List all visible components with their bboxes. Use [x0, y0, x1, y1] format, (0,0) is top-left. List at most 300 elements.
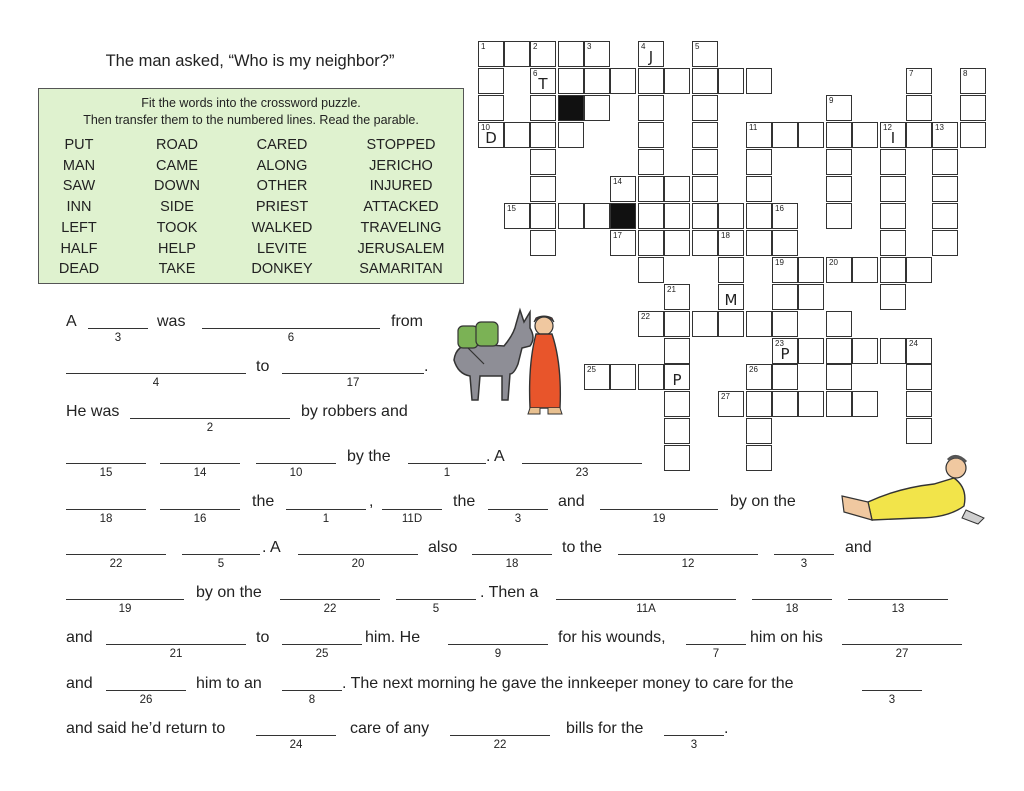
crossword-cell[interactable] [746, 176, 772, 202]
clue-number: 12 [883, 123, 892, 132]
blank-clue-number: 17 [346, 377, 360, 389]
clue-number: 16 [775, 204, 784, 213]
blank-clue-number: 4 [152, 377, 160, 389]
instruction-line: Fit the words into the crossword puzzle. [141, 96, 361, 110]
clue-number: 9 [829, 96, 834, 105]
clue-number: 19 [775, 258, 784, 267]
blank-clue-number: 21 [169, 648, 183, 660]
crossword-cell[interactable] [692, 311, 718, 337]
answer-blank[interactable] [202, 328, 380, 329]
crossword-cell[interactable] [664, 418, 690, 444]
crossword-cell[interactable] [638, 68, 664, 94]
crossword-cell[interactable] [692, 203, 718, 229]
instructions [39, 95, 463, 129]
crossword-cell[interactable] [478, 68, 504, 94]
crossword-cell[interactable] [558, 68, 584, 94]
story-text: by on the [196, 584, 262, 601]
blank-clue-number: 1 [322, 513, 330, 525]
blank-clue-number: 24 [289, 739, 303, 751]
answer-blank[interactable] [106, 644, 246, 645]
word-bank-word: CARED [256, 137, 308, 153]
answer-blank[interactable] [752, 599, 832, 600]
blank-clue-number: 22 [109, 558, 123, 570]
story-text: and said he’d return to [66, 720, 226, 737]
crossword-cell[interactable] [718, 257, 744, 283]
crossword-cell[interactable] [664, 203, 690, 229]
answer-blank[interactable] [280, 599, 380, 600]
crossword-cell[interactable] [880, 284, 906, 310]
crossword-cell[interactable] [504, 203, 530, 229]
crossword-cell[interactable] [638, 230, 664, 256]
blank-clue-number: 9 [494, 648, 502, 660]
word-bank-word: DOWN [154, 178, 200, 195]
clue-number: 21 [667, 285, 676, 294]
story-text: for his wounds, [558, 629, 666, 646]
blank-clue-number: 6 [287, 332, 295, 344]
crossword-cell[interactable] [692, 68, 718, 94]
answer-blank[interactable] [664, 735, 724, 736]
crossword-cell[interactable] [718, 230, 744, 256]
crossword-cell[interactable] [852, 122, 878, 148]
crossword-cell[interactable] [772, 122, 798, 148]
word-column [347, 135, 455, 280]
crossword-cell[interactable] [638, 41, 664, 67]
blank-clue-number: 8 [308, 694, 316, 706]
story-text: and [558, 493, 585, 510]
clue-number: 23 [775, 339, 784, 348]
crossword-cell[interactable] [772, 203, 798, 229]
word-column [239, 135, 325, 280]
story-text: him on his [750, 629, 823, 646]
crossword-cell[interactable] [718, 68, 744, 94]
crossword-cell[interactable] [638, 203, 664, 229]
story-text: and [66, 629, 93, 646]
word-bank-word: HALF [60, 240, 98, 257]
word-bank-word: CAME [156, 157, 198, 174]
crossword-cell[interactable] [478, 122, 504, 148]
word-bank-word: OTHER [256, 178, 308, 195]
crossword-cell[interactable] [610, 68, 636, 94]
blank-clue-number: 2 [206, 422, 214, 434]
clue-number: 8 [963, 69, 968, 78]
answer-blank[interactable] [286, 509, 366, 510]
crossword-cell[interactable] [798, 391, 824, 417]
crossword-cell[interactable] [880, 230, 906, 256]
clue-number: 14 [613, 177, 622, 186]
blank-clue-number: 27 [895, 648, 909, 660]
crossword-cell[interactable] [906, 364, 932, 390]
blank-clue-number: 10 [289, 467, 303, 479]
blank-clue-number: 16 [193, 513, 207, 525]
word-bank-word: INJURED [369, 178, 433, 195]
clue-number: 13 [935, 123, 944, 132]
story-text: to the [562, 539, 603, 556]
crossword-cell[interactable] [610, 364, 636, 390]
crossword-cell[interactable] [746, 391, 772, 417]
clue-number: 15 [507, 204, 516, 213]
word-bank-word: PRIEST [255, 199, 309, 216]
crossword-cell[interactable] [960, 122, 986, 148]
crossword-cell[interactable] [692, 230, 718, 256]
crossword-cell[interactable] [692, 149, 718, 175]
answer-blank[interactable] [774, 554, 834, 555]
crossword-cell[interactable] [880, 149, 906, 175]
crossword-cell[interactable] [960, 95, 986, 121]
crossword-cell[interactable] [638, 122, 664, 148]
crossword-cell[interactable] [718, 311, 744, 337]
answer-blank[interactable] [472, 554, 552, 555]
filled-letter: P [672, 371, 682, 389]
story-text: the [453, 493, 476, 510]
answer-blank[interactable] [488, 509, 548, 510]
clue-number: 11 [749, 123, 758, 132]
crossword-cell[interactable] [692, 122, 718, 148]
answer-blank[interactable] [382, 509, 442, 510]
injured-man-icon [842, 456, 984, 524]
clue-number: 10 [481, 123, 490, 132]
crossword-cell[interactable] [852, 391, 878, 417]
answer-blank[interactable] [256, 463, 336, 464]
story-text: by on the [730, 493, 796, 510]
crossword-cell[interactable] [692, 176, 718, 202]
answer-blank[interactable] [282, 373, 424, 374]
crossword-cell[interactable] [504, 41, 530, 67]
clue-number: 27 [721, 392, 730, 401]
word-bank-word: SAMARITAN [359, 261, 443, 278]
word-bank-word: JERICHO [369, 157, 433, 174]
word-bank-word: TAKE [158, 261, 196, 278]
crossword-cell[interactable] [664, 445, 690, 471]
crossword-cell[interactable] [584, 364, 610, 390]
crossword-cell[interactable] [718, 284, 744, 310]
blank-clue-number: 25 [315, 648, 329, 660]
crossword-cell[interactable] [584, 95, 610, 121]
word-bank-word: DONKEY [251, 261, 313, 278]
crossword-cell[interactable] [772, 338, 798, 364]
blank-clue-number: 22 [323, 603, 337, 615]
crossword-cell[interactable] [746, 68, 772, 94]
blank-clue-number: 15 [99, 467, 113, 479]
page-title: The man asked, “Who is my neighbor?” [105, 52, 395, 70]
crossword-cell[interactable] [638, 364, 664, 390]
word-bank-word: ATTACKED [363, 199, 439, 216]
answer-blank[interactable] [600, 509, 718, 510]
word-bank-word: TOOK [156, 219, 198, 236]
story-text: and [845, 539, 872, 556]
crossword-cell[interactable] [906, 418, 932, 444]
answer-blank[interactable] [66, 509, 146, 510]
crossword-cell[interactable] [746, 203, 772, 229]
crossword-cell[interactable] [530, 230, 556, 256]
crossword-cell[interactable] [558, 203, 584, 229]
crossword-cell[interactable] [880, 122, 906, 148]
crossword-cell[interactable] [932, 230, 958, 256]
crossword-cell[interactable] [746, 445, 772, 471]
crossword-cell[interactable] [664, 68, 690, 94]
crossword-cell[interactable] [826, 176, 852, 202]
crossword-cell[interactable] [718, 391, 744, 417]
crossword-cell[interactable] [664, 338, 690, 364]
blank-clue-number: 11A [636, 603, 656, 615]
crossword-cell[interactable] [638, 149, 664, 175]
crossword-cell[interactable] [746, 418, 772, 444]
crossword-cell[interactable] [826, 257, 852, 283]
clue-number: 17 [613, 231, 622, 240]
blank-clue-number: 18 [99, 513, 113, 525]
word-bank-word: TRAVELING [360, 219, 442, 236]
crossword-cell[interactable] [530, 176, 556, 202]
story-text: the [252, 493, 275, 510]
crossword-cell[interactable] [718, 203, 744, 229]
crossword-cell[interactable] [530, 41, 556, 67]
word-bank-word: JERUSALEM [357, 240, 445, 257]
word-bank-word: WALKED [251, 219, 313, 236]
answer-blank[interactable] [66, 463, 146, 464]
word-bank [38, 88, 464, 284]
crossword-cell[interactable] [584, 203, 610, 229]
answer-blank[interactable] [408, 463, 486, 464]
crossword-cell[interactable] [798, 257, 824, 283]
crossword-cell[interactable] [906, 391, 932, 417]
story-text: to [256, 629, 270, 646]
crossword-cell[interactable] [880, 176, 906, 202]
crossword-cell[interactable] [478, 95, 504, 121]
crossword-cell[interactable] [826, 391, 852, 417]
crossword-cell[interactable] [932, 203, 958, 229]
answer-blank[interactable] [450, 735, 550, 736]
crossword-cell[interactable] [692, 95, 718, 121]
crossword-cell[interactable] [638, 95, 664, 121]
crossword-cell[interactable] [880, 257, 906, 283]
clue-number: 20 [829, 258, 838, 267]
injured-man-illustration [838, 448, 988, 534]
blank-clue-number: 11D [401, 513, 423, 525]
clue-number: 5 [695, 42, 700, 51]
crossword-cell[interactable] [826, 203, 852, 229]
crossword-cell[interactable] [826, 311, 852, 337]
crossword-cell[interactable] [772, 391, 798, 417]
word-bank-word: SIDE [160, 199, 194, 216]
crossword-cell[interactable] [610, 176, 636, 202]
blank-clue-number: 18 [505, 558, 519, 570]
blank-clue-number: 13 [891, 603, 905, 615]
clue-number: 7 [909, 69, 914, 78]
story-text: and [66, 675, 93, 692]
clue-number: 6 [533, 69, 538, 78]
crossword-cell[interactable] [906, 338, 932, 364]
story-text: . [424, 358, 429, 375]
story-text: was [157, 313, 186, 330]
story-text: him to an [196, 675, 262, 692]
story-text: from [391, 313, 423, 330]
blank-clue-number: 5 [432, 603, 440, 615]
crossword-cell[interactable] [798, 284, 824, 310]
crossword-cell[interactable] [746, 149, 772, 175]
filled-letter: P [780, 345, 790, 363]
story-text: . A [486, 448, 505, 465]
crossword-cell[interactable] [826, 95, 852, 121]
word-bank-word: DEAD [58, 261, 100, 278]
clue-number: 22 [641, 312, 650, 321]
filled-letter: T [538, 75, 548, 93]
story-text: care of any [350, 720, 430, 737]
blank-clue-number: 20 [351, 558, 365, 570]
blank-clue-number: 23 [575, 467, 589, 479]
crossword-cell[interactable] [664, 391, 690, 417]
crossword-cell[interactable] [826, 149, 852, 175]
story-text: He was [66, 403, 120, 420]
blank-clue-number: 19 [652, 513, 666, 525]
crossword-cell[interactable] [638, 311, 664, 337]
crossword-cell[interactable] [772, 257, 798, 283]
crossword-cell[interactable] [558, 41, 584, 67]
crossword-cell[interactable] [932, 122, 958, 148]
answer-blank[interactable] [618, 554, 758, 555]
story-text: . Then a [480, 584, 539, 601]
story-text: him. He [365, 629, 421, 646]
answer-blank[interactable] [66, 599, 184, 600]
answer-blank[interactable] [160, 509, 240, 510]
crossword-cell[interactable] [826, 364, 852, 390]
crossword-cell[interactable] [638, 257, 664, 283]
answer-blank[interactable] [88, 328, 148, 329]
filled-letter: I [890, 129, 896, 147]
crossword-black-cell [558, 95, 584, 121]
filled-letter: M [724, 291, 738, 309]
answer-blank[interactable] [522, 463, 642, 464]
donkey-icon [454, 310, 533, 400]
crossword-cell[interactable] [530, 203, 556, 229]
crossword-cell[interactable] [772, 364, 798, 390]
word-bank-word: INN [66, 199, 92, 216]
story-text: . [724, 720, 729, 737]
blank-clue-number: 3 [690, 739, 698, 751]
crossword-cell[interactable] [664, 284, 690, 310]
story-text: by robbers and [301, 403, 408, 420]
crossword-cell[interactable] [746, 364, 772, 390]
clue-number: 24 [909, 339, 918, 348]
blank-clue-number: 12 [681, 558, 695, 570]
blank-clue-number: 26 [139, 694, 153, 706]
word-bank-word: HELP [158, 240, 196, 257]
word-bank-word: STOPPED [366, 137, 436, 153]
answer-blank[interactable] [182, 554, 260, 555]
answer-blank[interactable] [160, 463, 240, 464]
crossword-cell[interactable] [746, 230, 772, 256]
crossword-cell[interactable] [664, 176, 690, 202]
crossword-cell[interactable] [558, 122, 584, 148]
clue-number: 3 [587, 42, 592, 51]
answer-blank[interactable] [848, 599, 948, 600]
answer-blank[interactable] [686, 644, 746, 645]
answer-blank[interactable] [66, 554, 166, 555]
crossword-cell[interactable] [906, 95, 932, 121]
crossword-cell[interactable] [852, 338, 878, 364]
crossword-cell[interactable] [906, 68, 932, 94]
answer-blank[interactable] [256, 735, 336, 736]
story-text: also [428, 539, 458, 556]
blank-clue-number: 5 [217, 558, 225, 570]
story-text: bills for the [566, 720, 644, 737]
crossword-cell[interactable] [880, 338, 906, 364]
clue-number: 1 [481, 42, 486, 51]
word-bank-word: MAN [62, 157, 96, 174]
answer-blank[interactable] [556, 599, 736, 600]
crossword-cell[interactable] [826, 122, 852, 148]
answer-blank[interactable] [298, 554, 418, 555]
word-bank-word: LEVITE [257, 240, 307, 257]
story-text: , [369, 493, 374, 510]
clue-number: 2 [533, 42, 538, 51]
blank-clue-number: 14 [193, 467, 207, 479]
crossword-cell[interactable] [932, 149, 958, 175]
clue-number: 4 [641, 42, 646, 51]
crossword-cell[interactable] [852, 257, 878, 283]
crossword-cell[interactable] [960, 68, 986, 94]
blank-clue-number: 7 [712, 648, 720, 660]
crossword-cell[interactable] [798, 338, 824, 364]
crossword-cell[interactable] [880, 203, 906, 229]
crossword-cell[interactable] [530, 122, 556, 148]
crossword-cell[interactable] [664, 364, 690, 390]
crossword-cell[interactable] [530, 68, 556, 94]
word-column [49, 135, 109, 280]
crossword-cell[interactable] [584, 41, 610, 67]
answer-blank[interactable] [66, 373, 246, 374]
crossword-cell[interactable] [664, 230, 690, 256]
crossword-cell[interactable] [664, 311, 690, 337]
crossword-cell[interactable] [798, 122, 824, 148]
blank-clue-number: 19 [118, 603, 132, 615]
answer-blank[interactable] [106, 690, 186, 691]
crossword-cell[interactable] [746, 122, 772, 148]
crossword-cell[interactable] [772, 284, 798, 310]
crossword-cell[interactable] [610, 230, 636, 256]
crossword-cell[interactable] [746, 311, 772, 337]
crossword-cell[interactable] [826, 338, 852, 364]
crossword-cell[interactable] [638, 176, 664, 202]
crossword-black-cell [610, 203, 636, 229]
blank-clue-number: 1 [443, 467, 451, 479]
crossword-cell[interactable] [504, 122, 530, 148]
donkey-traveler-illustration [444, 304, 574, 420]
crossword-cell[interactable] [772, 230, 798, 256]
crossword-cell[interactable] [692, 41, 718, 67]
crossword-cell[interactable] [530, 95, 556, 121]
clue-number: 25 [587, 365, 596, 374]
crossword-cell[interactable] [932, 176, 958, 202]
word-bank-word: ALONG [256, 157, 308, 174]
answer-blank[interactable] [396, 599, 476, 600]
blank-clue-number: 3 [800, 558, 808, 570]
blank-clue-number: 3 [888, 694, 896, 706]
crossword-cell[interactable] [530, 149, 556, 175]
crossword-cell[interactable] [906, 122, 932, 148]
blank-clue-number: 18 [785, 603, 799, 615]
answer-blank[interactable] [130, 418, 290, 419]
answer-blank[interactable] [282, 644, 362, 645]
answer-blank[interactable] [282, 690, 342, 691]
answer-blank[interactable] [448, 644, 548, 645]
answer-blank[interactable] [862, 690, 922, 691]
filled-letter: D [485, 129, 497, 147]
crossword-cell[interactable] [584, 68, 610, 94]
traveler-icon [528, 316, 562, 414]
blank-clue-number: 22 [493, 739, 507, 751]
crossword-cell[interactable] [906, 257, 932, 283]
answer-blank[interactable] [842, 644, 962, 645]
crossword-cell[interactable] [772, 311, 798, 337]
